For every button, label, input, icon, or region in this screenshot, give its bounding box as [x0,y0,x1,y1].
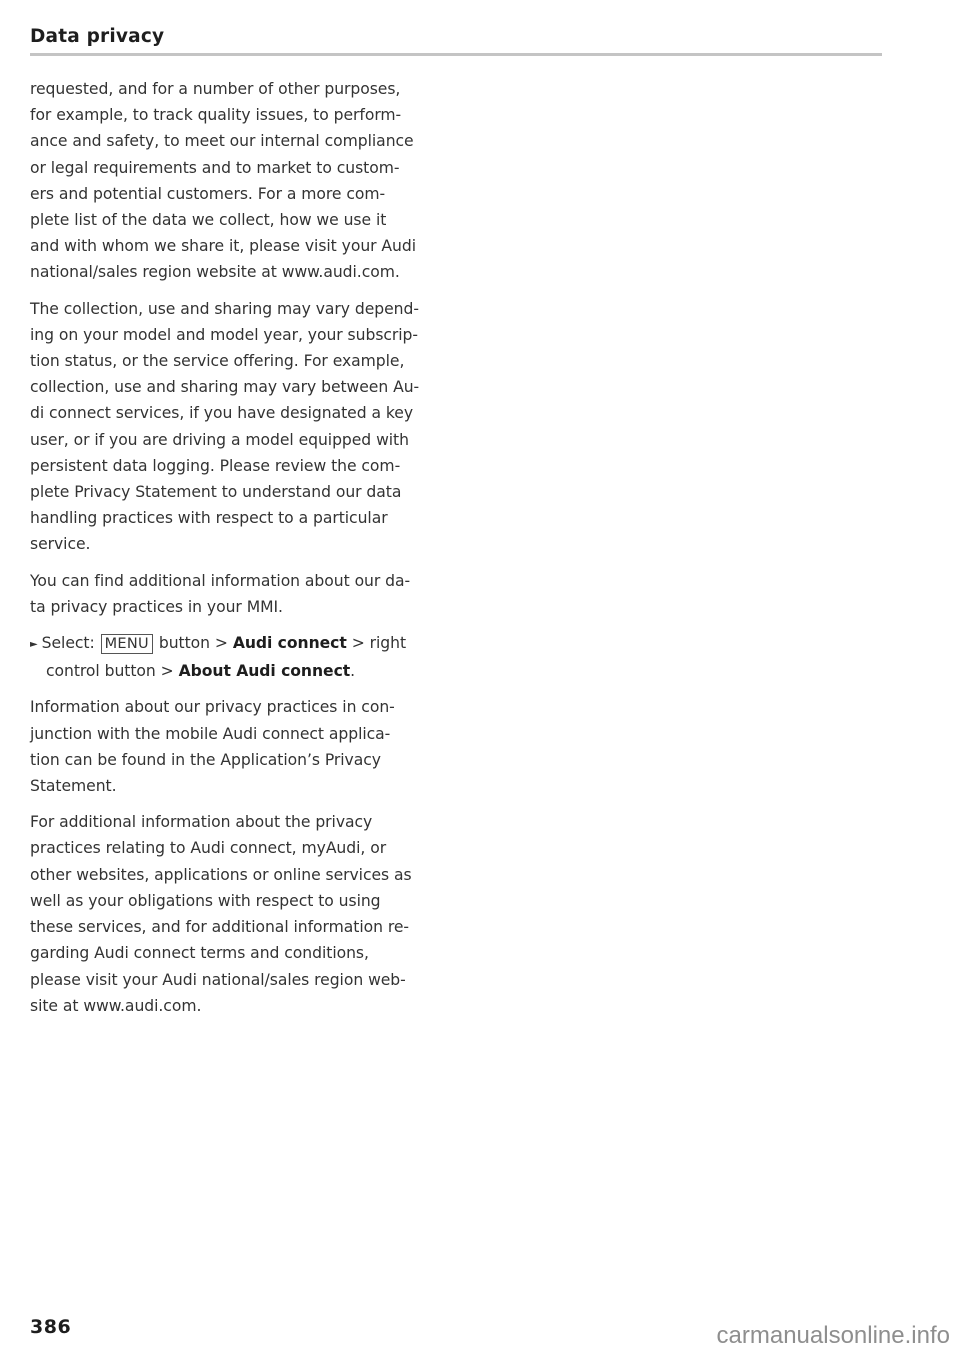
instruction-step [30,630,460,684]
text-line: ance and safety, to meet our internal compliance [30,132,414,151]
text-line: tion status, or the service offering. For example, [30,352,405,371]
paragraph-collection-variation [30,296,460,558]
text-line: ta privacy practices in your MMI. [30,597,283,616]
step-text: control button > [46,662,174,681]
text-line: handling practices with respect to a particular [30,509,388,528]
step-line-2 [30,658,460,684]
step-text: > right [351,634,407,653]
text-line: persistent data logging. Please review the com- [30,456,401,475]
text-line: garding Audi connect terms and conditions, [30,944,369,963]
menu-key: MENU [101,634,153,654]
text-line: national/sales region website at www.audi.com. [30,263,400,282]
text-line: for example, to track quality issues, to perform- [30,106,402,125]
text-line: collection, use and sharing may vary between Au- [30,378,420,397]
text-line: well as your obligations with respect to using [30,891,381,910]
text-line: The collection, use and sharing may vary depend- [30,299,419,318]
select-label: Select: [41,634,95,653]
text-line: user, or if you are driving a model equipped with [30,430,409,449]
text-line: and with whom we share it, please visit your Audi [30,237,417,256]
menu-path-audi-connect: Audi connect [232,634,347,653]
header-divider [30,53,882,56]
text-line: please visit your Audi national/sales region web- [30,970,406,989]
paragraph-purposes [30,76,460,286]
menu-path-about-audi-connect: About Audi connect [178,662,351,681]
triangle-bullet-icon: ► [30,639,38,651]
text-line: other websites, applications or online services as [30,865,412,884]
text-line: Information about our privacy practices in con- [30,698,395,717]
text-line: practices relating to Audi connect, myAudi, or [30,839,387,858]
text-line: You can find additional information about our da- [30,571,411,590]
paragraph-mobile-app [30,694,460,799]
text-line: or legal requirements and to market to custom- [30,158,400,177]
paragraph-additional-info [30,809,460,1019]
step-line-1 [30,630,460,658]
text-line: For additional information about the privacy [30,813,373,832]
text-line: these services, and for additional information re- [30,918,409,937]
text-line: junction with the mobile Audi connect applica- [30,724,391,743]
main-text-column [30,76,460,1029]
text-line: service. [30,535,91,554]
watermark: carmanualsonline.info [716,1322,950,1349]
page-number: 386 [30,1316,72,1338]
text-line: plete Privacy Statement to understand our data [30,483,402,502]
text-line: tion can be found in the Application’s Privacy [30,750,381,769]
text-line: site at www.audi.com. [30,996,202,1015]
page-header [30,24,882,56]
section-title: Data privacy [30,26,165,47]
paragraph-mmi-info [30,568,460,620]
text-line: ing on your model and model year, your subscrip- [30,325,418,344]
text-line: di connect services, if you have designated a key [30,404,414,423]
step-text: button > [158,634,228,653]
step-text: . [350,662,356,681]
text-line: ers and potential customers. For a more com- [30,184,386,203]
text-line: requested, and for a number of other purposes, [30,80,401,98]
text-line: plete list of the data we collect, how we use it [30,211,387,230]
text-line: Statement. [30,777,117,796]
